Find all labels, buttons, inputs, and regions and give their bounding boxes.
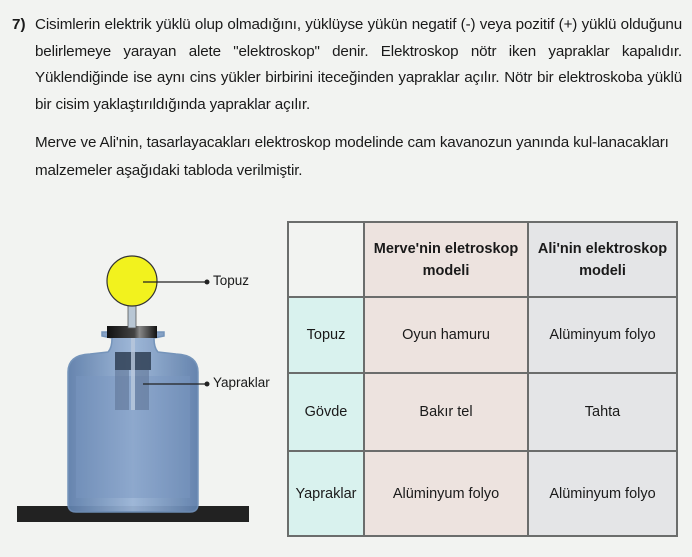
- ali-cell: Tahta: [528, 373, 677, 451]
- table-header-row: [288, 222, 677, 297]
- header-empty: [288, 222, 364, 297]
- label-yapraklar: Yapraklar: [213, 375, 270, 390]
- knob-ball: [107, 256, 157, 306]
- table-row: [288, 297, 677, 373]
- row-label: Gövde: [288, 373, 364, 451]
- rod: [131, 328, 135, 410]
- merve-cell: Alüminyum folyo: [364, 451, 528, 536]
- merve-cell: Bakır tel: [364, 373, 528, 451]
- header-ali: Ali'nin elektroskop modeli: [528, 222, 677, 297]
- leaf-left: [115, 370, 129, 410]
- label-topuz: Topuz: [213, 273, 250, 288]
- question-number: 7): [12, 16, 26, 33]
- row-label: Yapraklar: [288, 451, 364, 536]
- ali-cell: Alüminyum folyo: [528, 451, 677, 536]
- materials-table: [287, 221, 678, 537]
- table-row: [288, 373, 677, 451]
- table-row: [288, 451, 677, 536]
- question-paragraph: Cisimlerin elektrik yüklü olup olmadığını, yüklüyse yükün negatif (-) veya pozitif (+) yüklü olduğunu belirlemeye yarayan alete "elektroskop" denir. Elektroskop nötr iken yapraklar kapalıdır. Yüklendiğinde ise aynı cins yükler birbirini iteceğinden yapraklar açılır. Nötr bir elektroskoba yüklü bir cisim yaklaştırıldığında yapraklar açılır.: [35, 16, 682, 113]
- question-intro: Merve ve Ali'nin, tasarlayacakları elektroskop modelinde cam kavanozun yanında kul-lanacakları malzemeler aşağıdaki tabloda verilmiştir.: [35, 134, 669, 179]
- question-block: [12, 12, 682, 118]
- row-label: Topuz: [288, 297, 364, 373]
- leaf-right: [135, 370, 149, 410]
- merve-cell: Oyun hamuru: [364, 297, 528, 373]
- electroscope-figure: [0, 220, 290, 552]
- header-merve: Merve'nin eletroskop modeli: [364, 222, 528, 297]
- ali-cell: Alüminyum folyo: [528, 297, 677, 373]
